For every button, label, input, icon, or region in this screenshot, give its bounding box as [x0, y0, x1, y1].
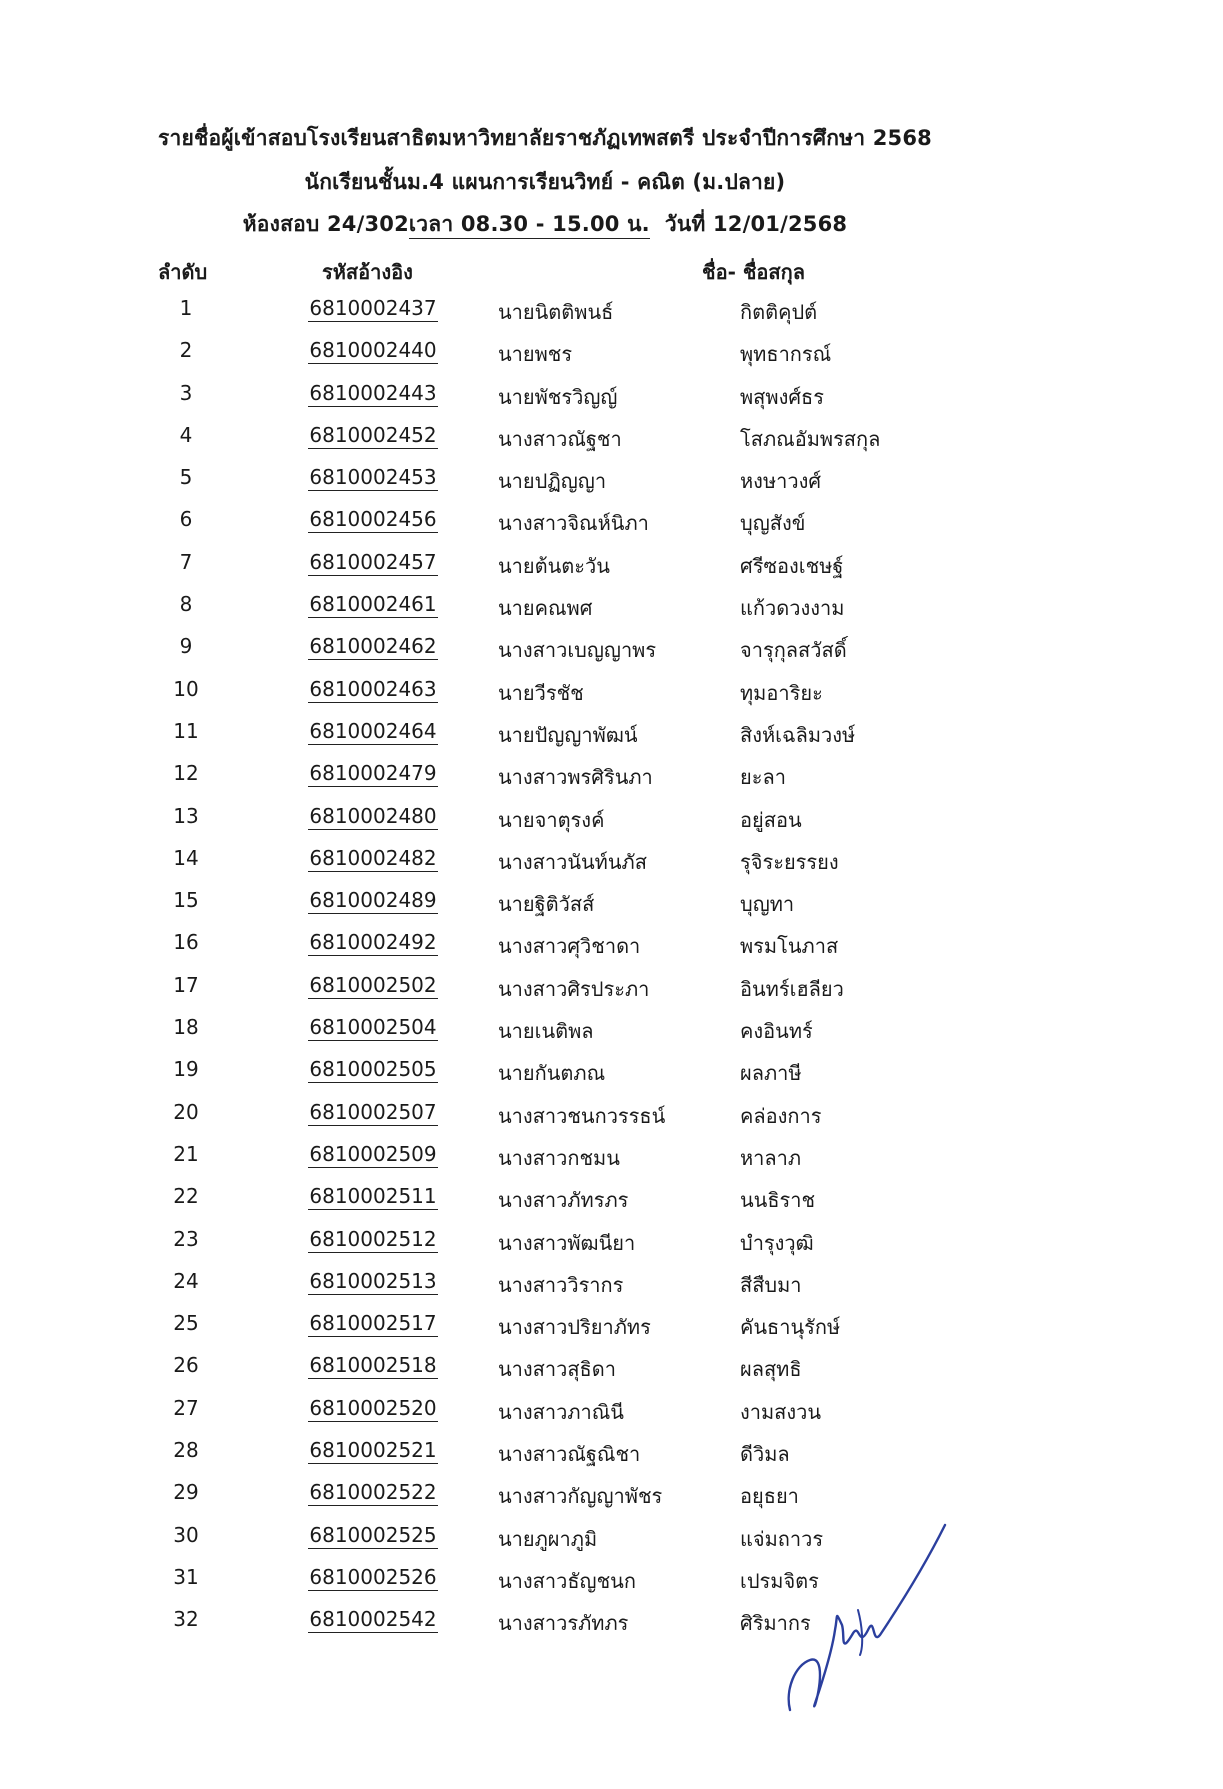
last-name: อยู่สอน: [740, 807, 802, 832]
row-number: 18: [173, 1015, 199, 1040]
row-number: 3: [179, 380, 193, 405]
last-name: พรมโนภาส: [740, 934, 839, 959]
last-name: คล่องการ: [740, 1103, 822, 1128]
row-number: 23: [173, 1226, 199, 1251]
first-name: นางสาวธัญชนก: [498, 1568, 636, 1593]
reference-id: 6810002461: [309, 592, 437, 617]
last-name: หาลาภ: [740, 1145, 802, 1170]
reference-id: 6810002525: [309, 1522, 437, 1547]
reference-id: 6810002462: [309, 634, 437, 659]
last-name: คันธานุรักษ์: [740, 1315, 841, 1340]
last-name: ยะลา: [740, 765, 786, 790]
column-header-name: ชื่อ- ชื่อสกุล: [702, 260, 806, 284]
column-header-number: ลำดับ: [158, 260, 208, 284]
row-number: 16: [173, 930, 199, 955]
row-number: 13: [173, 803, 199, 828]
row-number: 24: [173, 1268, 199, 1293]
row-number: 21: [173, 1141, 199, 1166]
first-name: นางสาวกัญญาพัชร: [498, 1484, 663, 1509]
table-row: [0, 1100, 1223, 1142]
table-row: [0, 1565, 1223, 1607]
first-name: นางสาววิรากร: [498, 1272, 624, 1297]
first-name: นางสาวกชมน: [498, 1145, 620, 1170]
first-name: นางสาวศุวิชาดา: [498, 934, 641, 959]
last-name: ทุมอาริยะ: [740, 680, 823, 705]
table-row: [0, 719, 1223, 761]
reference-id: 6810002517: [309, 1311, 437, 1336]
table-row: [0, 804, 1223, 846]
first-name: นายวีรชัช: [498, 680, 584, 705]
table-row: [0, 1353, 1223, 1395]
table-row: [0, 1438, 1223, 1480]
exam-date: วันที่ 12/01/2568: [664, 212, 848, 236]
last-name: บุญสังข์: [740, 511, 806, 536]
row-number: 15: [173, 888, 199, 913]
table-row: [0, 1311, 1223, 1353]
reference-id: 6810002520: [309, 1395, 437, 1420]
reference-id: 6810002440: [309, 338, 437, 363]
table-row: [0, 381, 1223, 423]
first-name: นางสาวภาณินี: [498, 1399, 624, 1424]
reference-id: 6810002480: [309, 803, 437, 828]
last-name: จารุกุลสวัสดิ์: [740, 638, 847, 663]
row-number: 30: [173, 1522, 199, 1547]
last-name: งามสงวน: [740, 1399, 822, 1424]
first-name: นายพัชรวิญญ์: [498, 384, 618, 409]
table-row: [0, 1227, 1223, 1269]
reference-id: 6810002453: [309, 465, 437, 490]
last-name: หงษาวงศ์: [740, 469, 822, 494]
signature-icon: [780, 1515, 950, 1720]
table-row: [0, 1396, 1223, 1438]
reference-id: 6810002511: [309, 1184, 437, 1209]
first-name: นางสาวจิณห์นิภา: [498, 511, 649, 536]
table-row: [0, 423, 1223, 465]
row-number: 25: [173, 1311, 199, 1336]
first-name: นายปัญญาพัฒน์: [498, 722, 638, 747]
last-name: พสุพงศ์ธร: [740, 384, 824, 409]
reference-id: 6810002463: [309, 676, 437, 701]
row-number: 12: [173, 761, 199, 786]
reference-id: 6810002518: [309, 1353, 437, 1378]
first-name: นายปฏิญญา: [498, 469, 607, 494]
last-name: ศิริมากร: [740, 1611, 811, 1636]
first-name: นายกันตภณ: [498, 1061, 606, 1086]
first-name: นายจาตุรงค์: [498, 807, 605, 832]
row-number: 9: [179, 634, 193, 659]
first-name: นางสาวนันท์นภัส: [498, 849, 647, 874]
reference-id: 6810002502: [309, 972, 437, 997]
first-name: นางสาวชนกวรรธน์: [498, 1103, 666, 1128]
last-name: ดีวิมล: [740, 1442, 790, 1467]
reference-id: 6810002437: [309, 296, 437, 320]
first-name: นายภูผาภูมิ: [498, 1526, 598, 1551]
last-name: แก้วดวงงาม: [740, 596, 845, 621]
row-number: 1: [179, 296, 193, 320]
last-name: อยุธยา: [740, 1484, 799, 1509]
row-number: 4: [179, 422, 193, 447]
reference-id: 6810002492: [309, 930, 437, 955]
row-number: 17: [173, 972, 199, 997]
table-row: [0, 846, 1223, 888]
last-name: สิงห์เฉลิมวงษ์: [740, 722, 856, 747]
table-row: [0, 296, 1223, 338]
last-name: อินทร์เฮลียว: [740, 976, 844, 1001]
table-row: [0, 1607, 1223, 1649]
reference-id: 6810002457: [309, 549, 437, 574]
table-row: [0, 550, 1223, 592]
table-row: [0, 888, 1223, 930]
reference-id: 6810002504: [309, 1015, 437, 1040]
reference-id: 6810002522: [309, 1480, 437, 1505]
row-number: 29: [173, 1480, 199, 1505]
first-name: นายเนติพล: [498, 1019, 594, 1044]
table-row: [0, 1015, 1223, 1057]
last-name: ผลสุทธิ: [740, 1357, 802, 1382]
student-list: [0, 296, 1223, 1650]
table-row: [0, 507, 1223, 549]
first-name: นางสาวภัทรภร: [498, 1188, 629, 1213]
table-row: [0, 973, 1223, 1015]
row-number: 20: [173, 1099, 199, 1124]
last-name: โสภณอัมพรสกุล: [740, 426, 881, 451]
first-name: นายพชร: [498, 342, 573, 367]
table-row: [0, 634, 1223, 676]
reference-id: 6810002452: [309, 422, 437, 447]
first-name: นางสาวปริยาภัทร: [498, 1315, 651, 1340]
first-name: นายต้นตะวัน: [498, 553, 610, 578]
reference-id: 6810002509: [309, 1141, 437, 1166]
last-name: บำรุงวุฒิ: [740, 1230, 814, 1255]
last-name: แจ่มถาวร: [740, 1526, 824, 1551]
table-row: [0, 1523, 1223, 1565]
last-name: กิตติคุปต์: [740, 300, 818, 324]
document-subtitle: นักเรียนชั้นม.4 แผนการเรียนวิทย์ - คณิต (ม.ปลาย): [304, 170, 786, 194]
first-name: นางสาวณัฐณิชา: [498, 1442, 641, 1467]
last-name: พุทธากรณ์: [740, 342, 832, 367]
last-name: เปรมจิตร: [740, 1568, 819, 1593]
document-title: รายชื่อผู้เข้าสอบโรงเรียนสาธิตมหาวิทยาลัยราชภัฏเทพสตรี ประจำปีการศึกษา 2568: [158, 126, 932, 150]
first-name: นางสาวศิรประภา: [498, 976, 650, 1001]
table-row: [0, 1057, 1223, 1099]
first-name: นางสาวณัฐชา: [498, 426, 622, 451]
table-row: [0, 677, 1223, 719]
row-number: 26: [173, 1353, 199, 1378]
reference-id: 6810002512: [309, 1226, 437, 1251]
reference-id: 6810002479: [309, 761, 437, 786]
reference-id: 6810002526: [309, 1564, 437, 1589]
exam-room: ห้องสอบ 24/302: [242, 212, 409, 236]
first-name: นางสาวเบญญาพร: [498, 638, 657, 663]
row-number: 10: [173, 676, 199, 701]
row-number: 5: [179, 465, 193, 490]
first-name: นายนิตติพนธ์: [498, 300, 614, 324]
row-number: 14: [173, 845, 199, 870]
first-name: นางสาวรภัทภร: [498, 1611, 629, 1636]
first-name: นางสาวพัฒนียา: [498, 1230, 636, 1255]
first-name: นางสาวพรศิรินภา: [498, 765, 653, 790]
reference-id: 6810002513: [309, 1268, 437, 1293]
last-name: นนธิราช: [740, 1188, 816, 1213]
table-row: [0, 1480, 1223, 1522]
table-row: [0, 592, 1223, 634]
reference-id: 6810002482: [309, 845, 437, 870]
row-number: 6: [179, 507, 193, 532]
row-number: 28: [173, 1438, 199, 1463]
table-row: [0, 1184, 1223, 1226]
first-name: นางสาวสุธิดา: [498, 1357, 616, 1382]
table-row: [0, 465, 1223, 507]
reference-id: 6810002505: [309, 1057, 437, 1082]
first-name: นายคณพศ: [498, 596, 593, 621]
table-row: [0, 1269, 1223, 1311]
last-name: สีสืบมา: [740, 1272, 802, 1297]
exam-details: [0, 208, 1090, 241]
row-number: 11: [173, 718, 199, 743]
last-name: ศรีซองเชษฐ์: [740, 553, 844, 578]
row-number: 32: [173, 1607, 199, 1632]
table-row: [0, 1142, 1223, 1184]
reference-id: 6810002456: [309, 507, 437, 532]
row-number: 2: [179, 338, 193, 363]
last-name: บุญทา: [740, 892, 795, 917]
exam-time: เวลา 08.30 - 15.00 น.: [409, 212, 650, 239]
row-number: 22: [173, 1184, 199, 1209]
row-number: 19: [173, 1057, 199, 1082]
row-number: 7: [179, 549, 193, 574]
last-name: รุจิระยรรยง: [740, 849, 839, 874]
reference-id: 6810002521: [309, 1438, 437, 1463]
row-number: 8: [179, 592, 193, 617]
reference-id: 6810002507: [309, 1099, 437, 1124]
row-number: 31: [173, 1564, 199, 1589]
reference-id: 6810002464: [309, 718, 437, 743]
first-name: นายฐิติวัสส์: [498, 892, 595, 917]
table-row: [0, 338, 1223, 380]
last-name: ผลภาษี: [740, 1061, 802, 1086]
row-number: 27: [173, 1395, 199, 1420]
reference-id: 6810002489: [309, 888, 437, 913]
reference-id: 6810002542: [309, 1607, 437, 1632]
table-row: [0, 761, 1223, 803]
table-row: [0, 930, 1223, 972]
reference-id: 6810002443: [309, 380, 437, 405]
column-header-ref-id: รหัสอ้างอิง: [322, 260, 413, 284]
last-name: คงอินทร์: [740, 1019, 813, 1044]
